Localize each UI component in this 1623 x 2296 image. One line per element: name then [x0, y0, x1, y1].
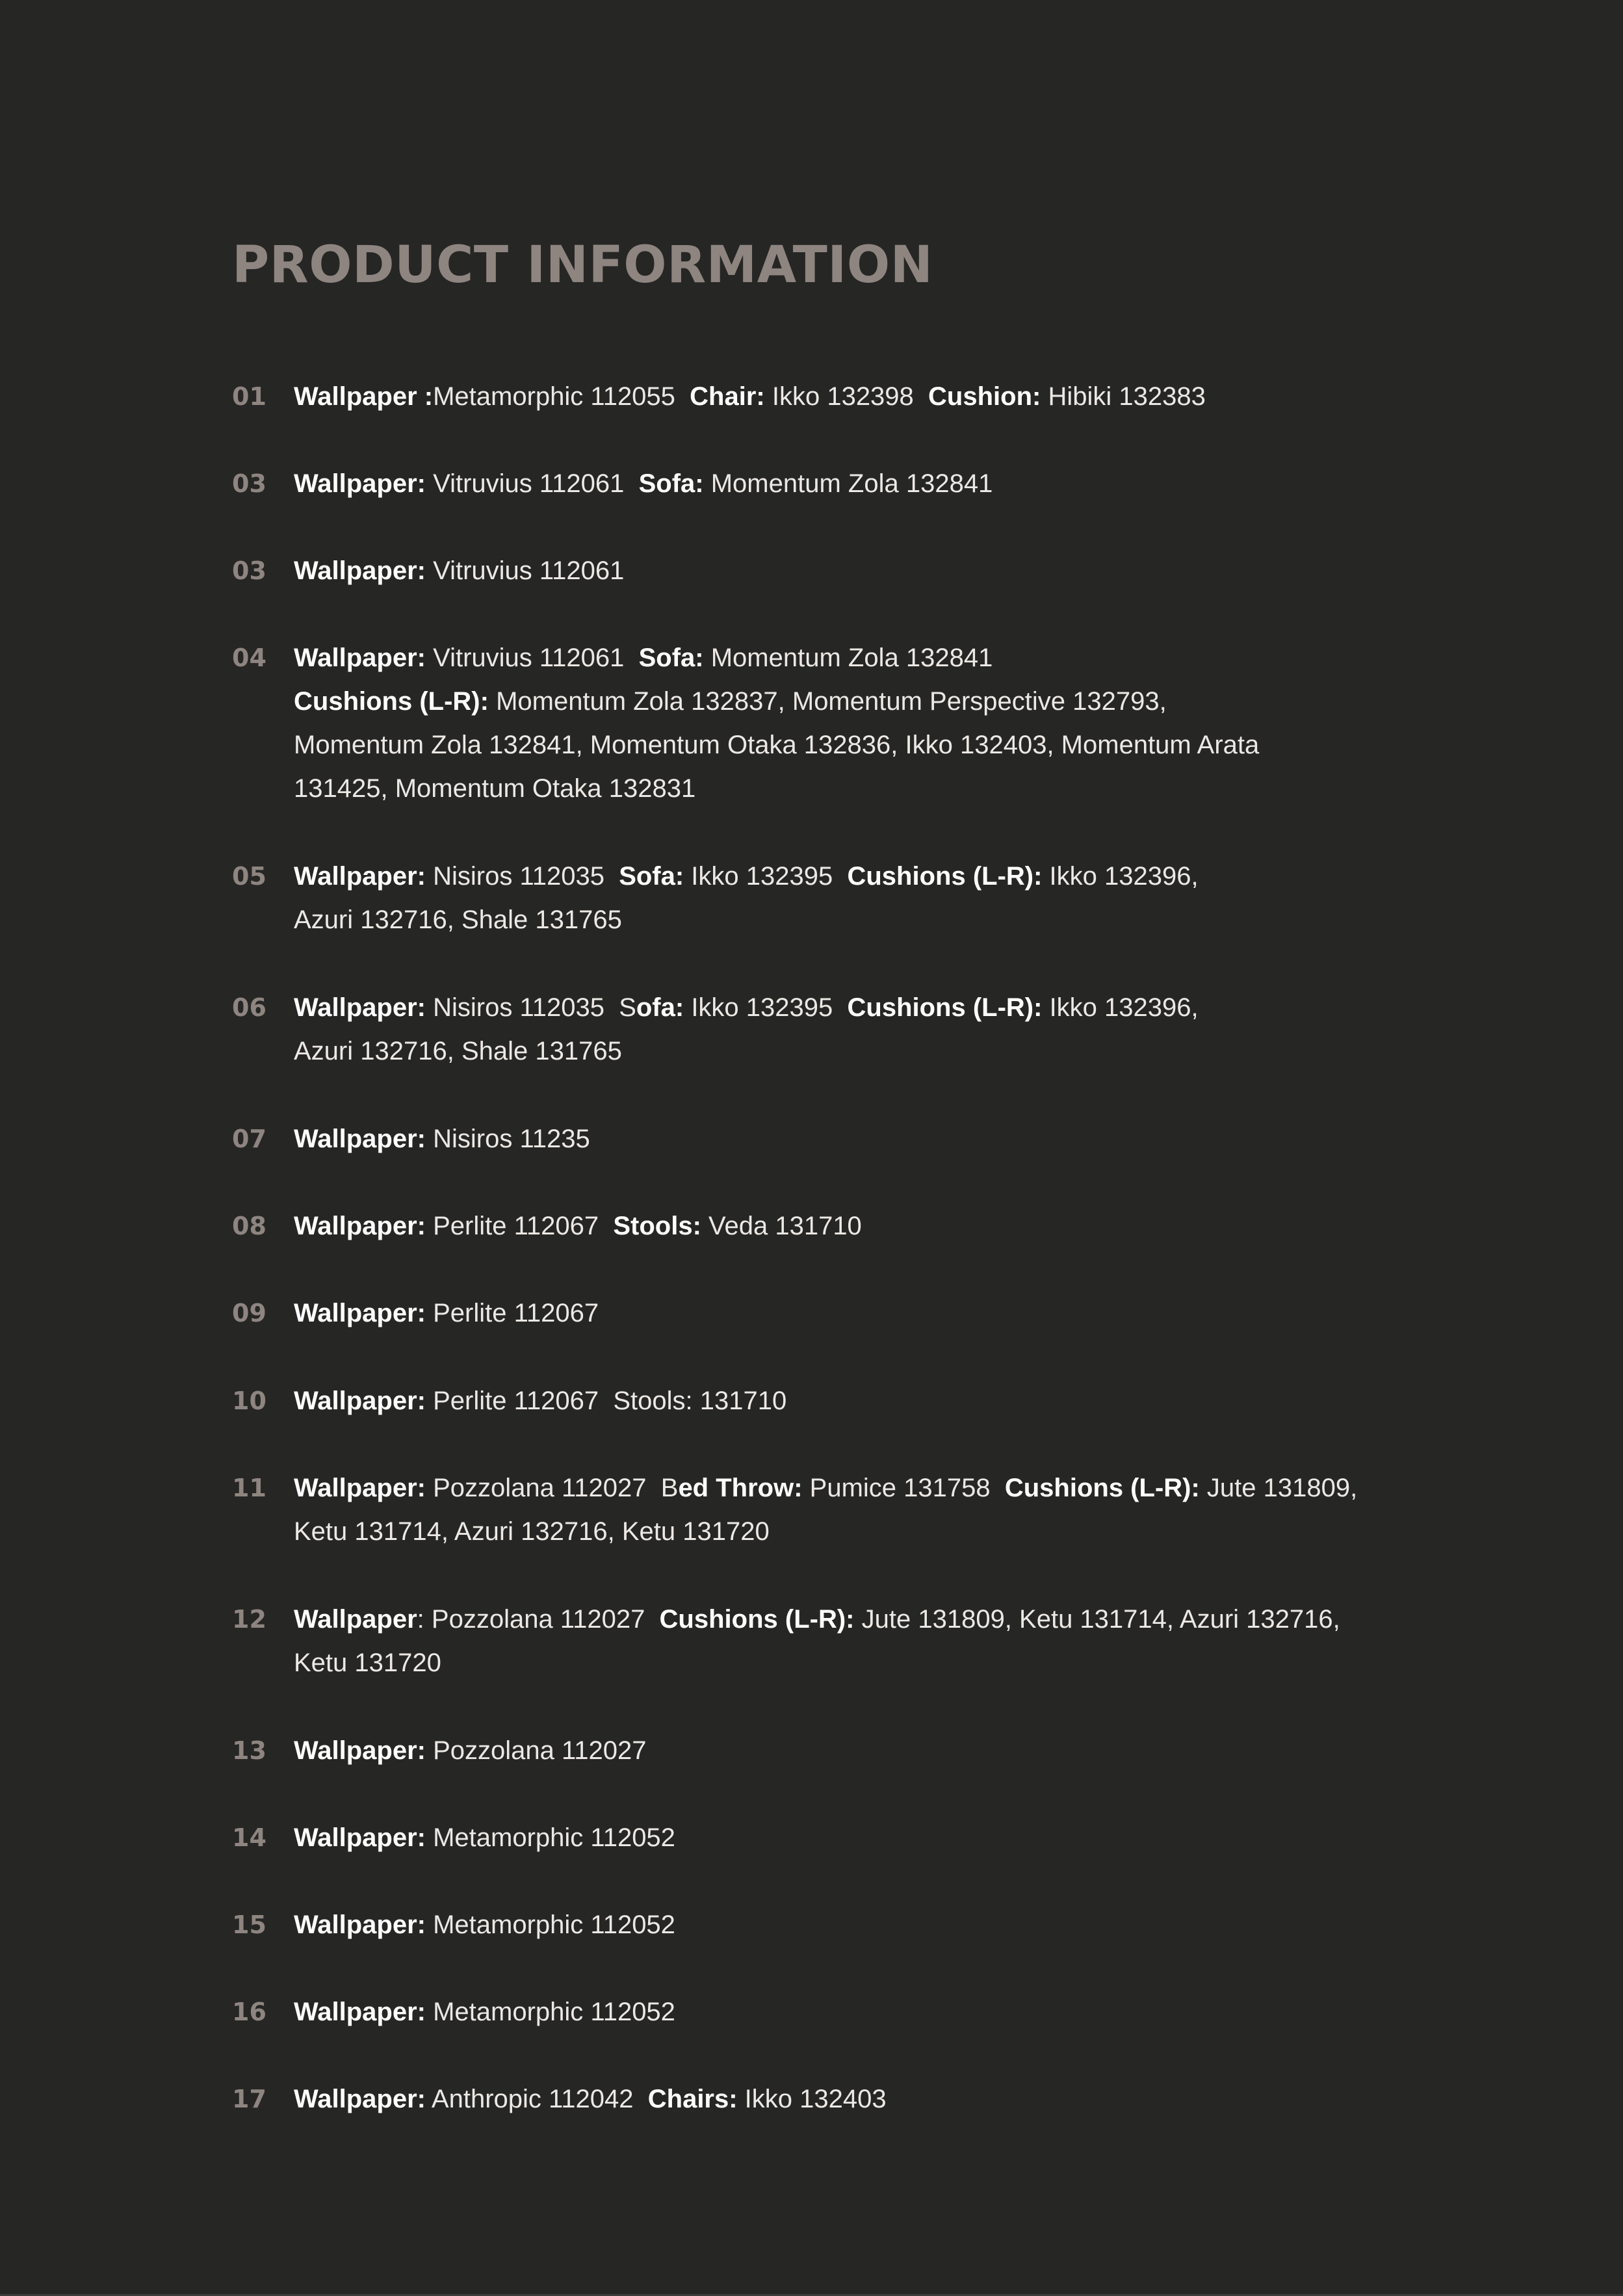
product-value: 131425, Momentum Otaka 132831 — [294, 774, 696, 803]
product-value: Momentum Zola 132837, Momentum Perspective 132793, — [488, 687, 1167, 716]
product-label: Cushion: — [928, 382, 1041, 411]
entry-details — [294, 1292, 1392, 1335]
entry-details — [294, 986, 1392, 1073]
entry-line — [294, 1030, 1392, 1073]
product-value: Vitruvius 112061 — [426, 469, 639, 498]
product-value: Hibiki 132383 — [1041, 382, 1206, 411]
product-label: Cushions (L-R): — [847, 993, 1043, 1022]
product-value: Perlite 112067 — [426, 1299, 599, 1327]
entry-line — [294, 1379, 1392, 1423]
product-label: Wallpaper: — [294, 1823, 426, 1852]
entry-number: 08 — [232, 1212, 266, 1240]
entry-number: 13 — [232, 1736, 266, 1765]
entry-line — [294, 636, 1392, 680]
product-value: Pozzolana 112027 B — [426, 1474, 679, 1502]
product-label: Cushions (L-R): — [294, 687, 489, 716]
product-value: Nisiros 112035 — [426, 862, 619, 891]
product-value: Veda 131710 — [701, 1212, 862, 1240]
entry-line — [294, 375, 1392, 419]
entry-number: 04 — [232, 644, 266, 672]
product-label: Wallpaper: — [294, 1474, 426, 1502]
entry-details — [294, 1990, 1392, 2034]
product-label: Sofa: — [638, 644, 704, 672]
entry-line — [294, 724, 1392, 767]
entry-line — [294, 1641, 1392, 1685]
product-label: Wallpaper: — [294, 993, 426, 1022]
product-value: Metamorphic 112055 — [433, 382, 690, 411]
page-title: PRODUCT INFORMATION — [232, 236, 933, 294]
product-value: Ketu 131714, Azuri 132716, Ketu 131720 — [294, 1517, 770, 1546]
entry-line — [294, 462, 1392, 506]
product-value: : Pozzolana 112027 — [417, 1605, 660, 1634]
product-value: Ikko 132396, — [1042, 993, 1199, 1022]
product-value: Nisiros 112035 S — [426, 993, 636, 1022]
product-label: Cushions (L-R): — [847, 862, 1043, 891]
product-label: Wallpaper: — [294, 1299, 426, 1327]
entry-details — [294, 462, 1392, 506]
entry-details — [294, 2078, 1392, 2121]
entry-line — [294, 1990, 1392, 2034]
product-label: Wallpaper: — [294, 1998, 426, 2026]
product-label: Wallpaper: — [294, 1911, 426, 1939]
entry-number: 03 — [232, 556, 266, 585]
entry-line — [294, 986, 1392, 1030]
product-value: Azuri 132716, Shale 131765 — [294, 1037, 622, 1065]
product-label: Wallpaper: — [294, 556, 426, 585]
product-value: Metamorphic 112052 — [426, 1823, 675, 1852]
entry-details — [294, 549, 1392, 593]
product-value: Perlite 112067 — [426, 1212, 614, 1240]
product-label: Wallpaper — [294, 1605, 417, 1634]
product-value: Anthropic 112042 — [426, 2085, 648, 2113]
product-label: Wallpaper: — [294, 862, 426, 891]
entry-details — [294, 636, 1392, 811]
product-value: Pumice 131758 — [802, 1474, 1005, 1502]
entry-details — [294, 1903, 1392, 1947]
entry-number: 14 — [232, 1823, 266, 1852]
product-label: Cushions (L-R): — [1004, 1474, 1200, 1502]
product-value: Ikko 132395 — [684, 993, 848, 1022]
entry-details — [294, 855, 1392, 942]
product-label: Chair: — [690, 382, 765, 411]
entry-details — [294, 375, 1392, 419]
entry-details — [294, 1729, 1392, 1773]
product-label: Wallpaper: — [294, 1125, 426, 1153]
entry-line — [294, 549, 1392, 593]
entry-number: 15 — [232, 1911, 266, 1939]
entry-number: 03 — [232, 469, 266, 498]
entry-line — [294, 767, 1392, 811]
entry-line — [294, 1205, 1392, 1248]
entry-line — [294, 1729, 1392, 1773]
entry-line — [294, 1510, 1392, 1554]
product-value: Ikko 132398 — [764, 382, 929, 411]
entry-number: 10 — [232, 1387, 266, 1415]
product-label: Stools: — [613, 1212, 701, 1240]
product-label: Wallpaper: — [294, 644, 426, 672]
entry-number: 11 — [232, 1474, 266, 1502]
entry-details — [294, 1379, 1392, 1423]
entry-line — [294, 855, 1392, 898]
entry-number: 09 — [232, 1299, 266, 1327]
product-value: Ikko 132403 — [737, 2085, 887, 2113]
entry-line — [294, 1467, 1392, 1510]
entry-number: 12 — [232, 1605, 266, 1634]
entry-line — [294, 1903, 1392, 1947]
product-label: Sofa: — [619, 862, 684, 891]
entry-line — [294, 680, 1392, 724]
product-value: Ikko 132395 — [684, 862, 848, 891]
product-value: Pozzolana 112027 — [426, 1736, 647, 1765]
product-label: ed Throw: — [678, 1474, 803, 1502]
entry-line — [294, 2078, 1392, 2121]
product-label: Cushions (L-R): — [659, 1605, 855, 1634]
product-value: Metamorphic 112052 — [426, 1911, 675, 1939]
product-label: ofa: — [636, 993, 684, 1022]
entry-details — [294, 1205, 1392, 1248]
product-value: Ketu 131720 — [294, 1649, 441, 1677]
entry-number: 07 — [232, 1125, 266, 1153]
product-label: Wallpaper : — [294, 382, 434, 411]
product-value: Metamorphic 112052 — [426, 1998, 675, 2026]
entry-number: 17 — [232, 2085, 266, 2113]
entry-details — [294, 1598, 1392, 1685]
product-value: Nisiros 11235 — [426, 1125, 590, 1153]
product-value: Ikko 132396, — [1042, 862, 1199, 891]
entry-line — [294, 1117, 1392, 1161]
product-label: Sofa: — [638, 469, 704, 498]
product-label: Wallpaper: — [294, 1212, 426, 1240]
product-label: Wallpaper: — [294, 1387, 426, 1415]
product-value: Azuri 132716, Shale 131765 — [294, 906, 622, 934]
product-label: Chairs: — [647, 2085, 738, 2113]
product-value: Jute 131809, Ketu 131714, Azuri 132716, — [854, 1605, 1340, 1634]
product-value: Momentum Zola 132841, Momentum Otaka 132836, Ikko 132403, Momentum Arata — [294, 731, 1260, 759]
product-value: Vitruvius 112061 — [426, 556, 625, 585]
entry-number: 06 — [232, 993, 266, 1022]
product-value: Vitruvius 112061 — [426, 644, 639, 672]
product-value: Momentum Zola 132841 — [703, 469, 993, 498]
entry-number: 16 — [232, 1998, 266, 2026]
product-value: Momentum Zola 132841 — [703, 644, 993, 672]
entry-line — [294, 898, 1392, 942]
product-label: Wallpaper: — [294, 469, 426, 498]
entry-line — [294, 1292, 1392, 1335]
entry-line — [294, 1598, 1392, 1641]
product-value: Jute 131809, — [1199, 1474, 1358, 1502]
product-label: Wallpaper: — [294, 1736, 426, 1765]
entry-number: 05 — [232, 862, 266, 891]
product-label: Wallpaper: — [294, 2085, 426, 2113]
entry-number: 01 — [232, 382, 266, 411]
entry-details — [294, 1816, 1392, 1860]
entry-details — [294, 1467, 1392, 1554]
entry-line — [294, 1816, 1392, 1860]
entry-details — [294, 1117, 1392, 1161]
product-value: Perlite 112067 Stools: 131710 — [426, 1387, 787, 1415]
